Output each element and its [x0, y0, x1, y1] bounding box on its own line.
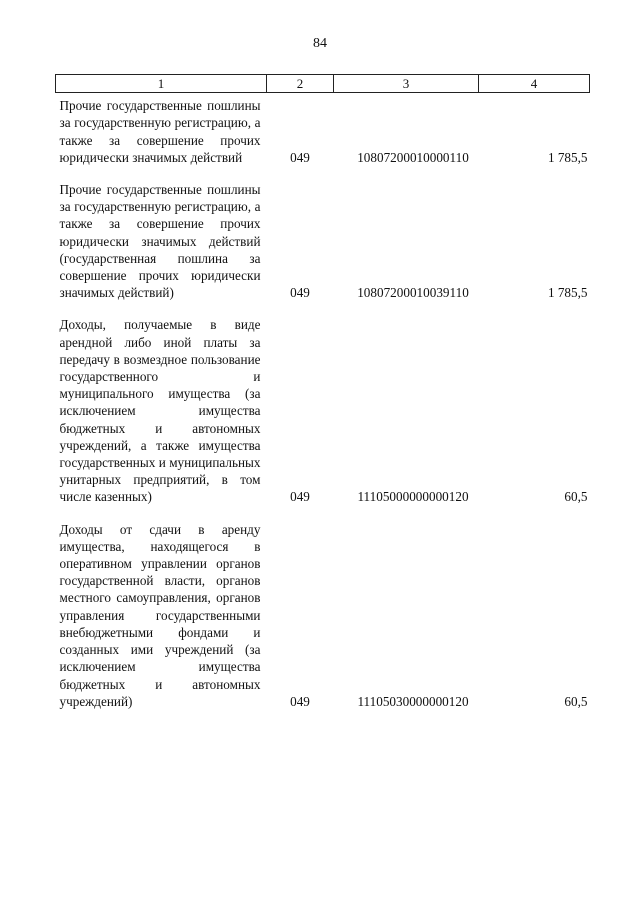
amount: 1 785,5 — [547, 285, 588, 301]
kbk-code: 10807200010000110 — [357, 149, 469, 165]
table-header — [56, 75, 590, 93]
revenue-name: Прочие государственные пошлины за государственную регистрацию, а также за совершение прочих юридически значимых действий (государственная пошлина за совершение прочих юридически значимых действий) — [59, 182, 261, 301]
admin-code: 049 — [290, 149, 310, 165]
revenue-name: Доходы от сдачи в аренду имущества, находящегося в оперативном управлении органов государственной власти, органов местного самоуправления, органов управления государственными внебюджетными фондами и созданных ими учреждений (за исключением имущества бюджетных и автономных учреждений) — [59, 521, 261, 709]
admin-code: 049 — [290, 489, 310, 505]
column-header-4: 4 — [479, 75, 590, 93]
row-spacer — [56, 506, 590, 521]
row-spacer — [56, 301, 590, 316]
table-row — [56, 316, 590, 505]
column-header-2: 2 — [267, 75, 334, 93]
revenue-name: Доходы, получаемые в виде арендной либо иной платы за передачу в возмездное пользование государственного и муниципального имущества (за исключением имущества бюджетных и автономных учреждений, а также имущества государственных и муниципальных унитарных предприятий, в том числе казенных) — [59, 317, 261, 505]
admin-code: 049 — [290, 693, 310, 709]
table-body — [56, 93, 590, 710]
column-header-1: 1 — [56, 75, 267, 93]
header-row — [56, 75, 590, 93]
revenue-name: Прочие государственные пошлины за государственную регистрацию, а также за совершение прочих юридически значимых действий — [59, 98, 261, 165]
kbk-code: 11105000000000120 — [357, 489, 469, 505]
table-row — [56, 181, 590, 301]
amount: 1 785,5 — [547, 149, 588, 165]
row-spacer — [56, 166, 590, 181]
admin-code: 049 — [290, 285, 310, 301]
revenue-table — [55, 74, 590, 710]
kbk-code: 11105030000000120 — [357, 693, 469, 709]
page-number: 84 — [313, 36, 327, 51]
table-row — [56, 521, 590, 710]
table-row — [56, 93, 590, 166]
amount: 60,5 — [564, 693, 588, 709]
column-header-3: 3 — [334, 75, 479, 93]
amount: 60,5 — [564, 489, 588, 505]
kbk-code: 10807200010039110 — [357, 285, 469, 301]
